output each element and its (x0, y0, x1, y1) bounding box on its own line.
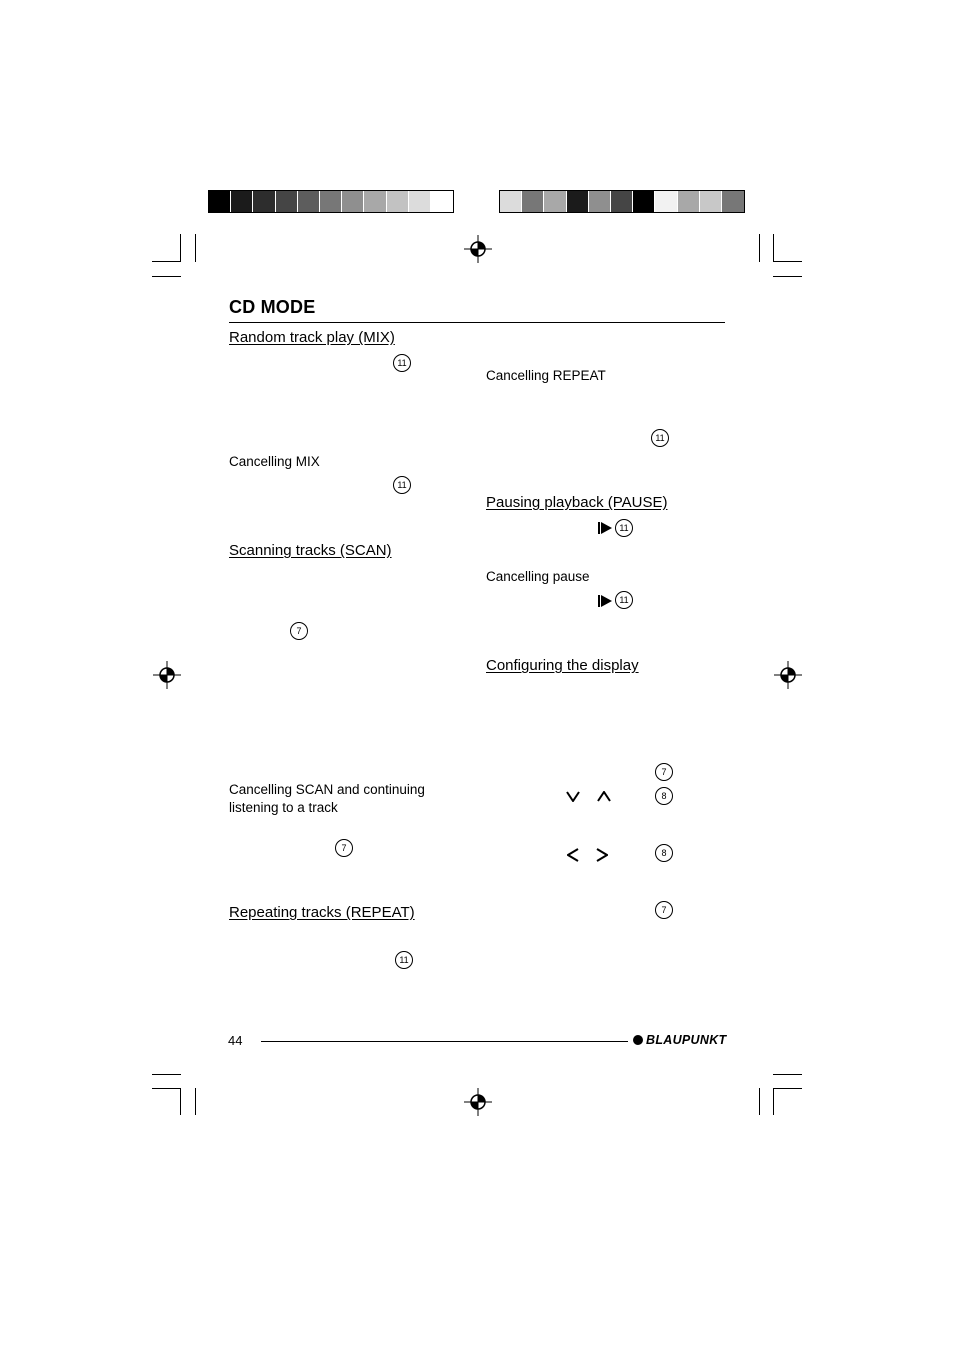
button-ref-7: 7 (290, 622, 308, 640)
color-bar-right (499, 190, 745, 213)
crop-mark (773, 234, 774, 262)
button-ref-11: 11 (615, 519, 633, 537)
page-number: 44 (228, 1033, 243, 1048)
button-ref-8: 8 (655, 787, 673, 805)
button-ref-7: 7 (655, 763, 673, 781)
button-ref-11: 11 (651, 429, 669, 447)
color-swatch (722, 191, 744, 212)
color-swatch (231, 191, 253, 212)
button-ref-11: 11 (393, 476, 411, 494)
section-heading-pause: Pausing playback (PAUSE) (486, 494, 668, 511)
color-swatch (567, 191, 589, 212)
color-swatch (342, 191, 364, 212)
button-ref-8: 8 (655, 844, 673, 862)
registration-mark-icon (464, 235, 492, 263)
play-pause-icon (598, 595, 612, 607)
crop-mark (152, 276, 181, 277)
button-ref-11: 11 (393, 354, 411, 372)
subheading-cancel-mix: Cancelling MIX (229, 454, 320, 469)
color-swatch (298, 191, 320, 212)
color-swatch (209, 191, 231, 212)
color-swatch (276, 191, 298, 212)
crop-mark (152, 1088, 181, 1089)
button-ref-7: 7 (655, 901, 673, 919)
crop-mark (195, 1088, 196, 1115)
color-swatch (544, 191, 566, 212)
chevron-right-icon (596, 848, 608, 862)
subheading-cancel-scan: Cancelling SCAN and continuing listening to a track (229, 782, 425, 815)
page-title: CD MODE (229, 297, 316, 317)
color-swatch (320, 191, 342, 212)
color-swatch (700, 191, 722, 212)
color-swatch (589, 191, 611, 212)
color-swatch (655, 191, 677, 212)
crop-mark (773, 276, 802, 277)
crop-mark (773, 1088, 802, 1089)
brand-name: BLAUPUNKT (646, 1033, 727, 1047)
crop-mark (195, 234, 196, 262)
chevron-left-icon (567, 848, 579, 862)
crop-mark (759, 1088, 760, 1115)
title-rule (229, 322, 725, 323)
section-heading-scan: Scanning tracks (SCAN) (229, 542, 392, 559)
section-heading-display: Configuring the display (486, 657, 639, 674)
button-ref-11: 11 (615, 591, 633, 609)
brand-logo (633, 1033, 726, 1047)
color-swatch (678, 191, 700, 212)
crop-mark (180, 1088, 181, 1115)
crop-mark (180, 234, 181, 262)
registration-mark-icon (464, 1088, 492, 1116)
color-swatch (611, 191, 633, 212)
color-swatch (364, 191, 386, 212)
crop-mark (152, 261, 181, 262)
crop-mark (773, 261, 802, 262)
color-swatch (253, 191, 275, 212)
color-swatch (522, 191, 544, 212)
registration-mark-icon (774, 661, 802, 689)
crop-mark (759, 234, 760, 262)
button-ref-11: 11 (395, 951, 413, 969)
color-swatch (431, 191, 453, 212)
crop-mark (152, 1074, 181, 1075)
color-bar-left (208, 190, 454, 213)
footer-rule (261, 1041, 628, 1042)
section-heading-mix: Random track play (MIX) (229, 329, 395, 346)
color-swatch (633, 191, 655, 212)
button-ref-7: 7 (335, 839, 353, 857)
subheading-cancel-pause: Cancelling pause (486, 569, 590, 584)
chevron-down-icon (566, 791, 580, 802)
registration-mark-icon (153, 661, 181, 689)
color-swatch (500, 191, 522, 212)
crop-mark (773, 1088, 774, 1115)
section-heading-repeat: Repeating tracks (REPEAT) (229, 904, 415, 921)
crop-mark (773, 1074, 802, 1075)
chevron-up-icon (597, 791, 611, 802)
brand-dot-icon (633, 1035, 643, 1045)
play-pause-icon (598, 522, 612, 534)
subheading-cancel-repeat: Cancelling REPEAT (486, 368, 606, 383)
color-swatch (387, 191, 409, 212)
color-swatch (409, 191, 431, 212)
